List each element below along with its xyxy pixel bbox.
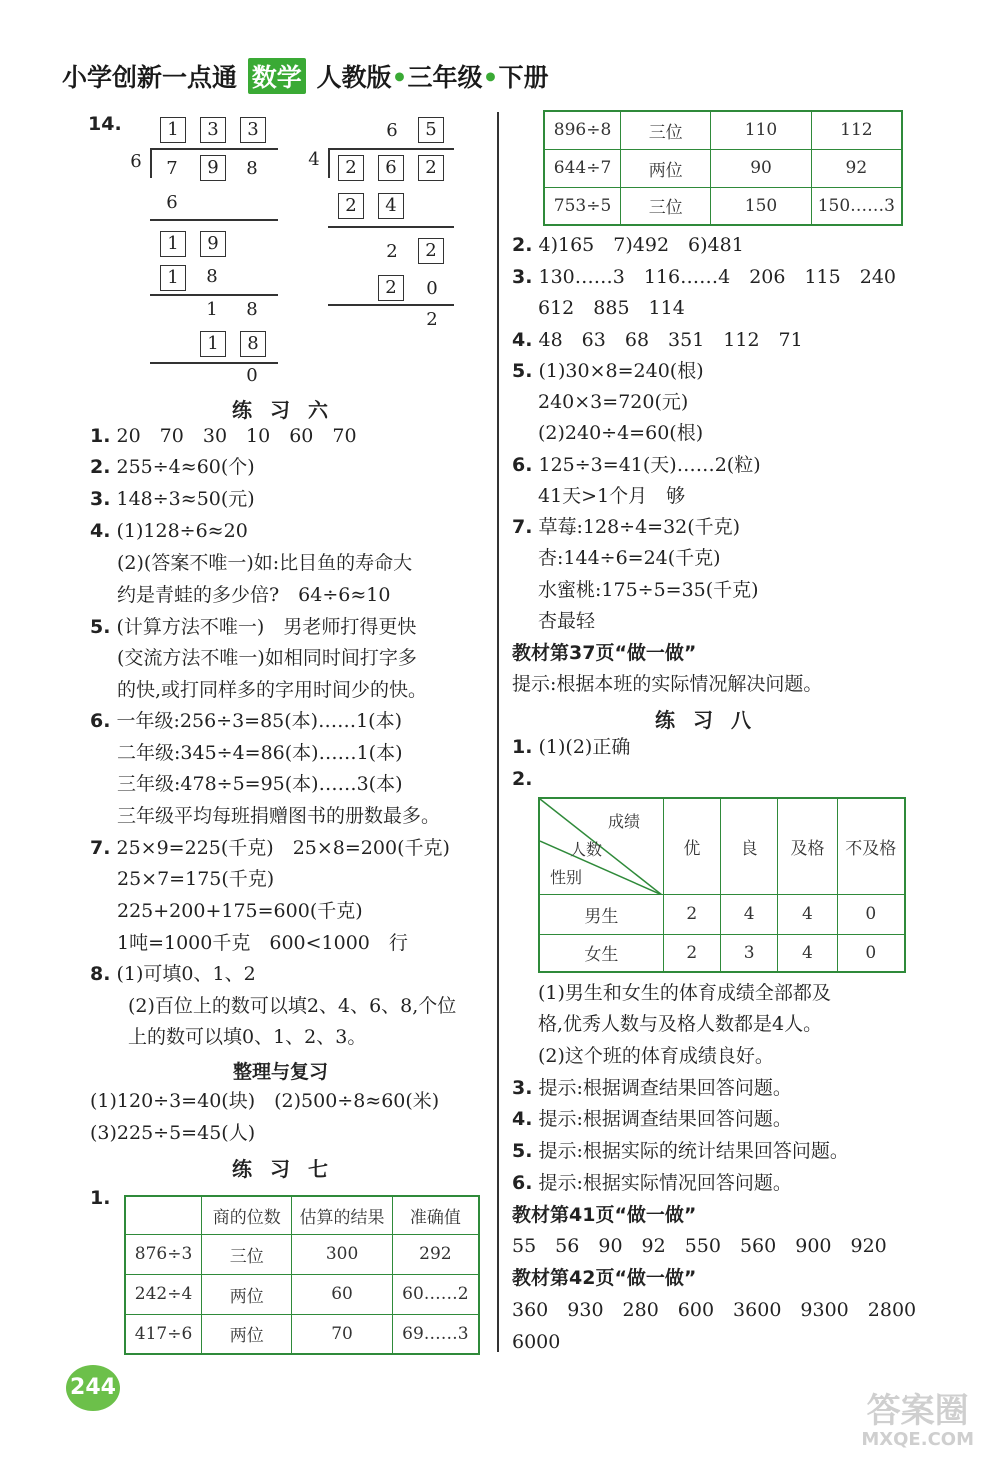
digit-box: 9 bbox=[200, 155, 226, 181]
answer-line: 杏最轻 bbox=[538, 610, 596, 632]
answer-line: 约是青蛙的多少倍? 64÷6≈10 bbox=[117, 584, 391, 606]
answer-line: 1. (1)(2)正确 bbox=[512, 736, 631, 758]
section-heading: 练习八 bbox=[655, 708, 769, 732]
table-row: 417÷6 两位 70 69……3 bbox=[125, 1314, 479, 1354]
answer-line: 的快,或打同样多的字用时间少的快。 bbox=[117, 679, 428, 701]
answer-line: 上的数可以填0、1、2、3。 bbox=[128, 1026, 367, 1048]
volume: 下册 bbox=[498, 63, 549, 92]
q14-label: 14. bbox=[88, 113, 122, 135]
answer-line: (1)男生和女生的体育成绩全部都及 bbox=[538, 982, 831, 1004]
answer-line: (2)百位上的数可以填2、4、6、8,个位 bbox=[128, 995, 457, 1017]
digit-box: 6 bbox=[378, 155, 404, 181]
answer-line: 4. 提示:根据调查结果回答问题。 bbox=[512, 1108, 792, 1130]
divisor: 4 bbox=[308, 149, 320, 170]
answer-line: 55 56 90 92 550 560 900 920 bbox=[512, 1235, 887, 1257]
answer-line: 三年级平均每班捐赠图书的册数最多。 bbox=[117, 805, 441, 827]
answer-line: 360 930 280 600 3600 9300 2800 bbox=[512, 1299, 917, 1321]
answer-line: 杏:144÷6=24(千克) bbox=[538, 547, 721, 569]
digit-box: 1 bbox=[200, 331, 226, 357]
digit-box: 8 bbox=[240, 331, 266, 357]
digit-box: 2 bbox=[418, 238, 444, 264]
step-digit: 8 bbox=[206, 266, 218, 287]
book-title: 小学创新一点通 bbox=[62, 63, 238, 92]
answer-line: 2. bbox=[512, 768, 533, 790]
dividend-digit: 7 bbox=[166, 158, 178, 179]
step-digit: 1 bbox=[206, 299, 218, 320]
table-row: 男生 2 4 4 0 bbox=[539, 894, 905, 934]
answer-line: (3)225÷5=45(人) bbox=[90, 1122, 256, 1144]
section-heading: 练习六 bbox=[232, 398, 346, 422]
section-heading: 练习七 bbox=[232, 1157, 346, 1181]
sports-grade-table: 成绩 人数 性别 优 良 及格 不及格 男生 2 4 4 0 女生 2 3 4 0 bbox=[538, 797, 906, 973]
table-row: 女生 2 3 4 0 bbox=[539, 934, 905, 972]
digit-box: 1 bbox=[160, 231, 186, 257]
step-digit: 2 bbox=[386, 241, 398, 262]
answer-line: 6. 提示:根据实际情况回答问题。 bbox=[512, 1172, 792, 1194]
dividend-digit: 8 bbox=[246, 158, 258, 179]
answer-line: 提示:根据本班的实际情况解决问题。 bbox=[512, 673, 823, 695]
table-row: 753÷5 三位 150 150……3 bbox=[544, 187, 902, 225]
section-heading: 整理与复习 bbox=[233, 1061, 329, 1083]
answer-line: 5. (计算方法不唯一) 男老师打得更快 bbox=[90, 616, 417, 638]
answer-line: 3. 148÷3≈50(元) bbox=[90, 488, 255, 510]
digit-box: 2 bbox=[338, 193, 364, 219]
table-row: 644÷7 两位 90 92 bbox=[544, 149, 902, 187]
answer-line: 4. (1)128÷6≈20 bbox=[90, 520, 248, 542]
answer-line: 5. 提示:根据实际的统计结果回答问题。 bbox=[512, 1140, 849, 1162]
digit-box: 5 bbox=[418, 117, 444, 143]
textbook-heading: 教材第42页“做一做” bbox=[512, 1267, 697, 1289]
page-header: 小学创新一点通 数学 人教版•三年级•下册 bbox=[62, 58, 548, 94]
edition: 人教版 bbox=[316, 63, 392, 92]
step-digit: 8 bbox=[246, 299, 258, 320]
answer-line: 7. 25×9=225(千克) 25×8=200(千克) bbox=[90, 837, 450, 859]
answer-line: 5. (1)30×8=240(根) bbox=[512, 360, 704, 382]
answer-line: 240×3=720(元) bbox=[538, 391, 689, 413]
subject-badge: 数学 bbox=[248, 58, 306, 94]
step-digit: 0 bbox=[426, 278, 438, 299]
answer-line: 2. 4)165 7)492 6)481 bbox=[512, 234, 744, 256]
digit-box: 1 bbox=[160, 265, 186, 291]
digit-box: 2 bbox=[418, 155, 444, 181]
answer-line: (交流方法不唯一)如相同时间打字多 bbox=[117, 647, 417, 669]
answer-line: 3. 提示:根据调查结果回答问题。 bbox=[512, 1077, 792, 1099]
answer-line: (2)(答案不唯一)如:比目鱼的寿命大 bbox=[117, 552, 413, 574]
answer-line: 612 885 114 bbox=[538, 297, 685, 319]
digit-box: 1 bbox=[160, 117, 186, 143]
answer-line: 4. 48 63 68 351 112 71 bbox=[512, 329, 803, 351]
answer-line: 水蜜桃:175÷5=35(千克) bbox=[538, 579, 759, 601]
answer-line: 25×7=175(千克) bbox=[117, 868, 275, 890]
answer-line: 1. 20 70 30 10 60 70 bbox=[90, 425, 357, 447]
answer-line: 1. bbox=[90, 1187, 111, 1209]
answer-line: 6000 bbox=[512, 1331, 561, 1353]
column-divider bbox=[497, 112, 499, 1352]
quotient-digit: 6 bbox=[386, 120, 398, 141]
step-digit: 6 bbox=[166, 192, 178, 213]
digit-box: 2 bbox=[378, 275, 404, 301]
answer-line: 41天>1个月 够 bbox=[538, 485, 686, 507]
answer-line: 8. (1)可填0、1、2 bbox=[90, 963, 256, 985]
table-row: 242÷4 两位 60 60……2 bbox=[125, 1274, 479, 1314]
digit-box: 4 bbox=[378, 193, 404, 219]
estimation-table-1: 商的位数 估算的结果 准确值 876÷3 三位 300 292 242÷4 两位 60 60……2 417÷6 两位 70 69……3 bbox=[124, 1195, 480, 1355]
answer-line: 3. 130……3 116……4 206 115 240 bbox=[512, 266, 897, 288]
answer-line: (1)120÷3=40(块) (2)500÷8≈60(米) bbox=[90, 1090, 440, 1112]
digit-box: 3 bbox=[200, 117, 226, 143]
digit-box: 9 bbox=[200, 231, 226, 257]
step-digit: 0 bbox=[246, 365, 258, 386]
estimation-table-2 bbox=[543, 110, 903, 226]
textbook-heading: 教材第37页“做一做” bbox=[512, 642, 697, 664]
divisor: 6 bbox=[130, 151, 142, 172]
digit-box: 2 bbox=[338, 155, 364, 181]
page-number-badge: 244 bbox=[66, 1365, 120, 1411]
answer-line: 225+200+175=600(千克) bbox=[117, 900, 363, 922]
answer-line: 6. 一年级:256÷3=85(本)……1(本) bbox=[90, 710, 403, 732]
diagonal-header-cell: 成绩 人数 性别 bbox=[539, 798, 663, 894]
table-row: 876÷3 三位 300 292 bbox=[125, 1234, 479, 1274]
digit-box: 3 bbox=[240, 117, 266, 143]
answer-line: 1吨=1000千克 600<1000 行 bbox=[117, 932, 408, 954]
watermark-logo: 答案圈 MXQE.COM bbox=[861, 1391, 974, 1450]
answer-line: 2. 255÷4≈60(个) bbox=[90, 456, 255, 478]
grade: 三年级 bbox=[407, 63, 483, 92]
answer-line: 6. 125÷3=41(天)……2(粒) bbox=[512, 454, 761, 476]
textbook-heading: 教材第41页“做一做” bbox=[512, 1204, 697, 1226]
answer-line: 三年级:478÷5=95(本)……3(本) bbox=[117, 773, 403, 795]
answer-line: (2)这个班的体育成绩良好。 bbox=[538, 1045, 774, 1067]
answer-line: (2)240÷4=60(根) bbox=[538, 422, 704, 444]
step-digit: 2 bbox=[426, 309, 438, 330]
table-row: 896÷8 三位 110 112 bbox=[544, 111, 902, 149]
answer-line: 格,优秀人数与及格人数都是4人。 bbox=[538, 1013, 823, 1035]
answer-line: 二年级:345÷4=86(本)……1(本) bbox=[117, 742, 403, 764]
answer-line: 7. 草莓:128÷4=32(千克) bbox=[512, 516, 741, 538]
